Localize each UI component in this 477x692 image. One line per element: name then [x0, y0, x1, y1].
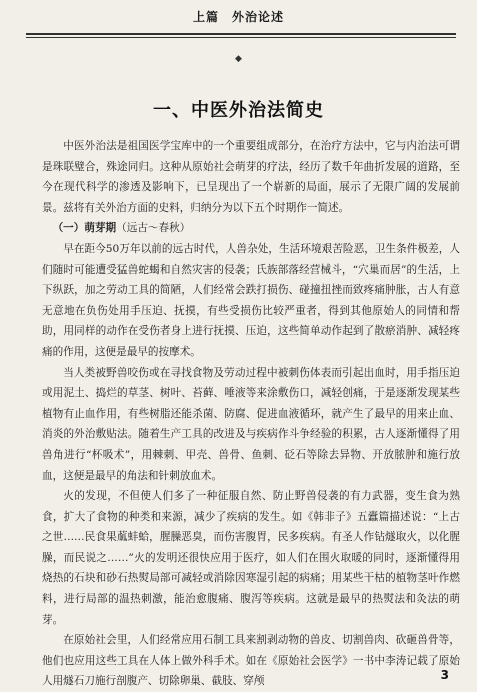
paragraph-stone-tools: 在原始社会里，人们经常应用石制工具来割剥动物的兽皮、切割兽肉、砍砸兽骨等，他们也应用这些工具在人体上做外科手术。如在《原始社会医学》一书中李涛记载了原始人用燧石刀施行剖腹产、切除卵巢、截肢、穿颅	[42, 634, 460, 688]
header-rule-thick	[26, 33, 456, 35]
paragraph-fire: 火的发现，不但使人们多了一种征服自然、防止野兽侵袭的有力武器，变生食为熟食，扩大了食物的种类和来源，减少了疾病的发生。如《韩非子》五蠹篇描述说：“上古之世……民食果蓏蚌蛤，腥臊恶臭，而伤害腹胃，民多疾病。有圣人作钻燧取火，以化腥臊，而民说之……”火的发明还很快应用于医疗，如人们在围火取暖的同时，逐渐懂得用烧热的石块和砂石热熨局部可减轻或消除因寒湿引起的病痛；用某些干枯的植物茎叶作燃料，进行局部的温热刺激，能治愈腹痛、腹泻等疾病。这就是最早的热熨法和灸法的萌芽。	[42, 490, 460, 626]
body-text	[42, 136, 460, 692]
paragraph-massage: 早在距今50万年以前的远古时代，人兽杂处，生活环境艰苦险恶，卫生条件极差，人们随时可能遭受猛兽蛇蝎和自然灾害的侵袭；氏族部落经营械斗，“穴巢而居”的生活，上下纵跃，加之劳动工具的简陋，人们经常会跌打损伤、碰撞扭挫而致疼痛肿胀，古人有意无意地在负伤处用手压迫、抚摸，有些受损伤比较严重者，得到其他原始人的同情和帮助，用同样的动作在受伤者身上进行抚摸、压迫，这些简单动作起到了散瘀消肿、减轻疼痛的作用，这便是最早的按摩术。	[42, 242, 460, 358]
running-header	[0, 0, 477, 32]
running-title: 上篇 外治论述	[192, 9, 284, 24]
header-rule-thin	[26, 37, 456, 38]
paragraph-hemostasis: 当人类被野兽咬伤或在寻找食物及劳动过程中被刺伤体表而引起出血时，用手指压迫或用泥土、捣烂的草茎、树叶、苔藓、唾液等来涂敷伤口，减轻创痛，于是逐渐发现某些植物有止血作用，有些树脂还能杀菌、防腐、促进血液循环，就产生了最早的用来止血、消炎的外治敷贴法。随着生产工具的改进及与疾病作斗争经验的积累，古人逐渐懂得了用兽角进行“杯吸术”，用棘刺、甲壳、兽骨、鱼刺、砭石等除去异物、开放脓肿和施行放血，这便是最早的角法和针刺放血术。	[42, 366, 460, 482]
subsection-heading	[42, 218, 460, 239]
page-number: 3	[440, 668, 449, 682]
diamond-ornament-icon: ◆	[235, 54, 242, 64]
subsection-label: （一）萌芽期	[52, 222, 117, 235]
subsection-range: （远古～春秋）	[116, 222, 191, 235]
section-title: 一、中医外治法简史	[153, 100, 324, 121]
intro-paragraph: 中医外治法是祖国医学宝库中的一个重要组成部分，在治疗方法中，它与内治法可谓是珠联璧合，殊途同归。这种从原始社会萌芽的疗法，经历了数千年曲折发展的道路，至今在现代科学的渗透及影响下，已呈现出了一个崭新的局面，展示了无限广阔的发展前景。兹将有关外治方面的史料，归纳分为以下五个时期作一简述。	[42, 140, 460, 214]
